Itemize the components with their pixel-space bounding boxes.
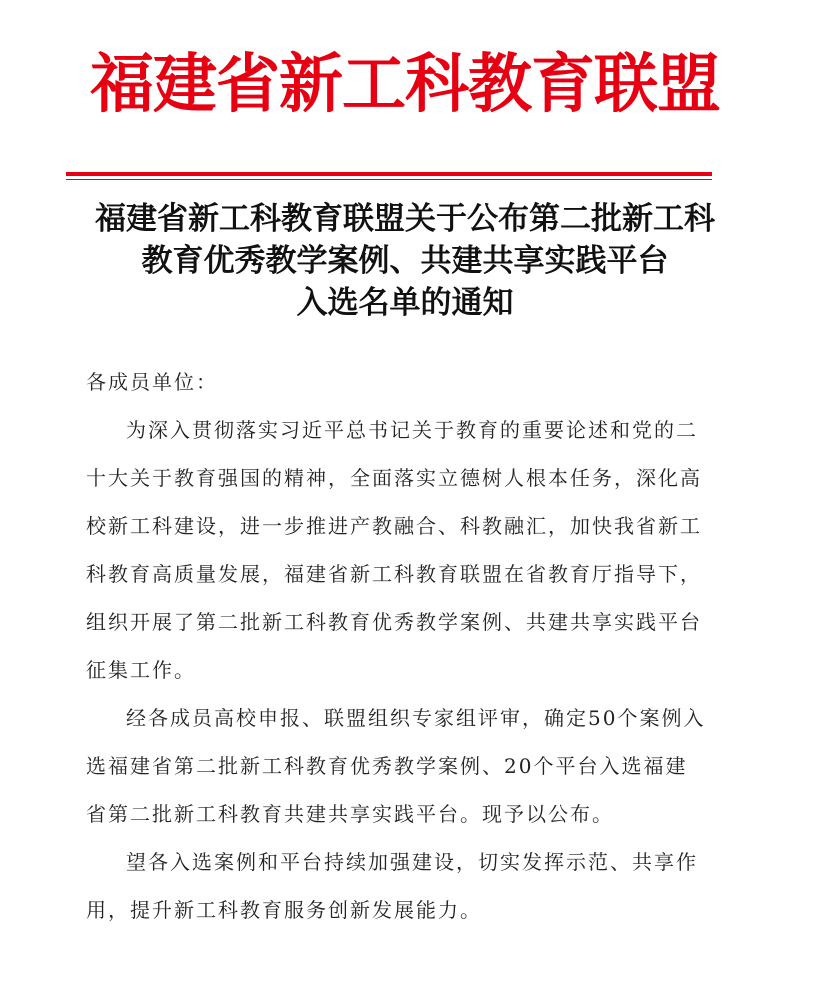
title-line-1: 福建省新工科教育联盟关于公布第二批新工科: [95, 201, 715, 237]
document-title: [60, 198, 750, 324]
document-body: [86, 358, 706, 934]
red-divider-thick: [66, 172, 712, 176]
red-divider-thin: [66, 179, 712, 180]
paragraph-2: 经各成员高校申报、联盟组织专家组评审，确定50个案例入选福建省第二批新工科教育优秀教学案例、20个平台入选福建省第二批新工科教育共建共享实践平台。现予以公布。: [86, 706, 706, 826]
paragraph-1: 为深入贯彻落实习近平总书记关于教育的重要论述和党的二十大关于教育强国的精神，全面落实立德树人根本任务，深化高校新工科建设，进一步推进产教融合、科教融汇，加快我省新工科教育高质量发展，福建省新工科教育联盟在省教育厅指导下，组织开展了第二批新工科教育优秀教学案例、共建共享实践平台征集工作。: [86, 418, 702, 682]
masthead-title: 福建省新工科教育联盟: [90, 47, 720, 122]
title-line-2: 教育优秀教学案例、共建共享实践平台: [141, 243, 669, 279]
title-line-3: 入选名单的通知: [296, 285, 514, 321]
salutation: 各成员单位：: [86, 370, 218, 394]
paragraph-3: 望各入选案例和平台持续加强建设，切实发挥示范、共享作用，提升新工科教育服务创新发展能力。: [86, 850, 698, 922]
